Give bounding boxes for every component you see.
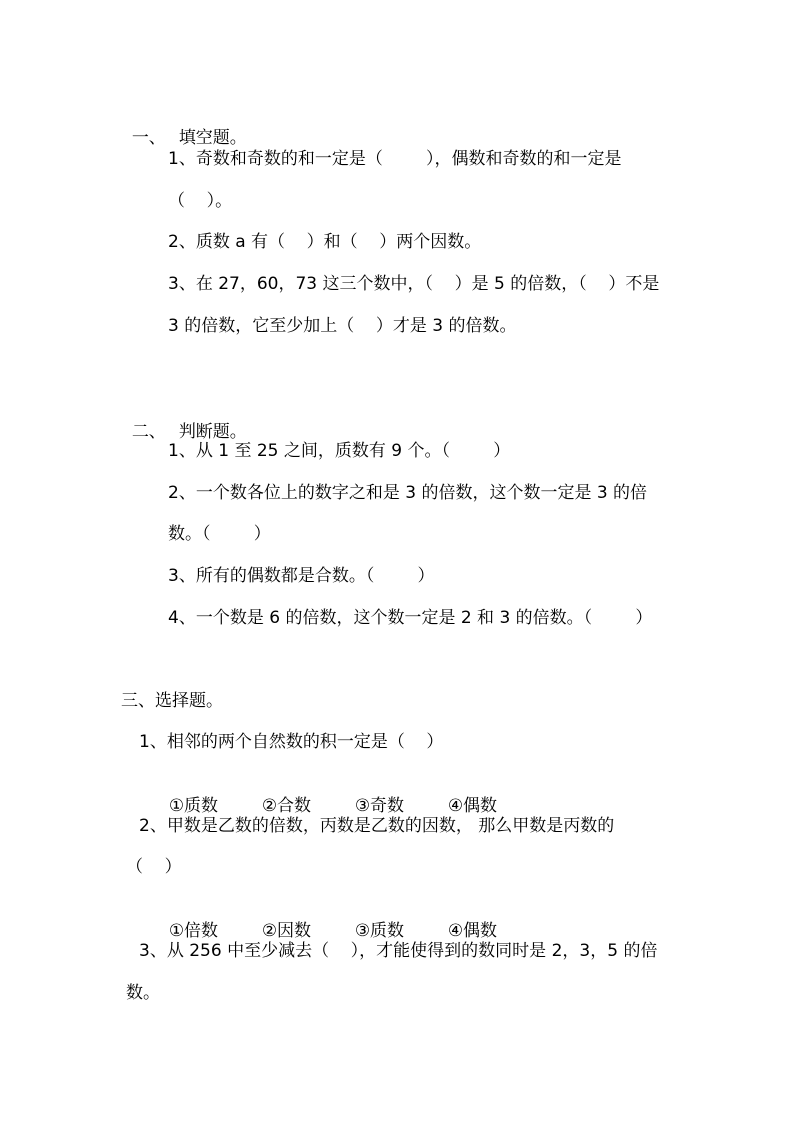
choice-q2-line2: （ ） — [126, 857, 182, 877]
option: ①质数 — [168, 796, 219, 816]
choice-q2-line1: 2、甲数是乙数的倍数，丙数是乙数的因数， 那么甲数是丙数的 — [139, 816, 615, 836]
section-title: 判断题。 — [178, 422, 247, 442]
fill-q3-line2: 3 的倍数，它至少加上（ ）才是 3 的倍数。 — [168, 316, 517, 336]
option: ④偶数 — [447, 921, 498, 941]
option: ①倍数 — [168, 921, 219, 941]
choice-q2-options — [158, 898, 541, 942]
option: ②合数 — [261, 796, 312, 816]
judge-q2-line1: 2、一个数各位上的数字之和是 3 的倍数，这个数一定是 3 的倍 — [168, 483, 648, 503]
choice-q1: 1、相邻的两个自然数的积一定是（ ） — [139, 732, 444, 752]
fill-q2: 2、质数 a 有（ ）和（ ）两个因数。 — [168, 232, 482, 252]
fill-q1-line2: （ ）。 — [168, 191, 233, 211]
choice-q1-options — [158, 773, 541, 817]
judge-q4: 4、一个数是 6 的倍数，这个数一定是 2 和 3 的倍数。（ ） — [168, 608, 653, 628]
fill-q1-line1: 1、奇数和奇数的和一定是（ ），偶数和奇数的和一定是 — [168, 149, 622, 169]
section-title: 填空题。 — [178, 128, 247, 148]
judge-q1: 1、从 1 至 25 之间，质数有 9 个。（ ） — [168, 441, 511, 461]
option: ③奇数 — [354, 796, 405, 816]
option: ④偶数 — [447, 796, 498, 816]
choice-q3-line2: 数。 — [126, 983, 160, 1003]
option: ③质数 — [354, 921, 405, 941]
judge-q2-line2: 数。（ ） — [168, 524, 271, 544]
judge-q3: 3、所有的偶数都是合数。（ ） — [168, 566, 435, 586]
fill-q3-line1: 3、在 27，60，73 这三个数中，（ ）是 5 的倍数，（ ）不是 — [168, 274, 660, 294]
section-number: 二、 — [131, 422, 166, 442]
section-fill-heading — [121, 105, 247, 149]
choice-q3-line1: 3、从 256 中至少减去（ ），才能使得到的数同时是 2，3，5 的倍 — [139, 941, 658, 961]
section-number: 一、 — [131, 128, 166, 148]
section-judge-heading — [121, 399, 247, 443]
option: ②因数 — [261, 921, 312, 941]
section-choice-heading: 三、选择题。 — [121, 691, 223, 711]
